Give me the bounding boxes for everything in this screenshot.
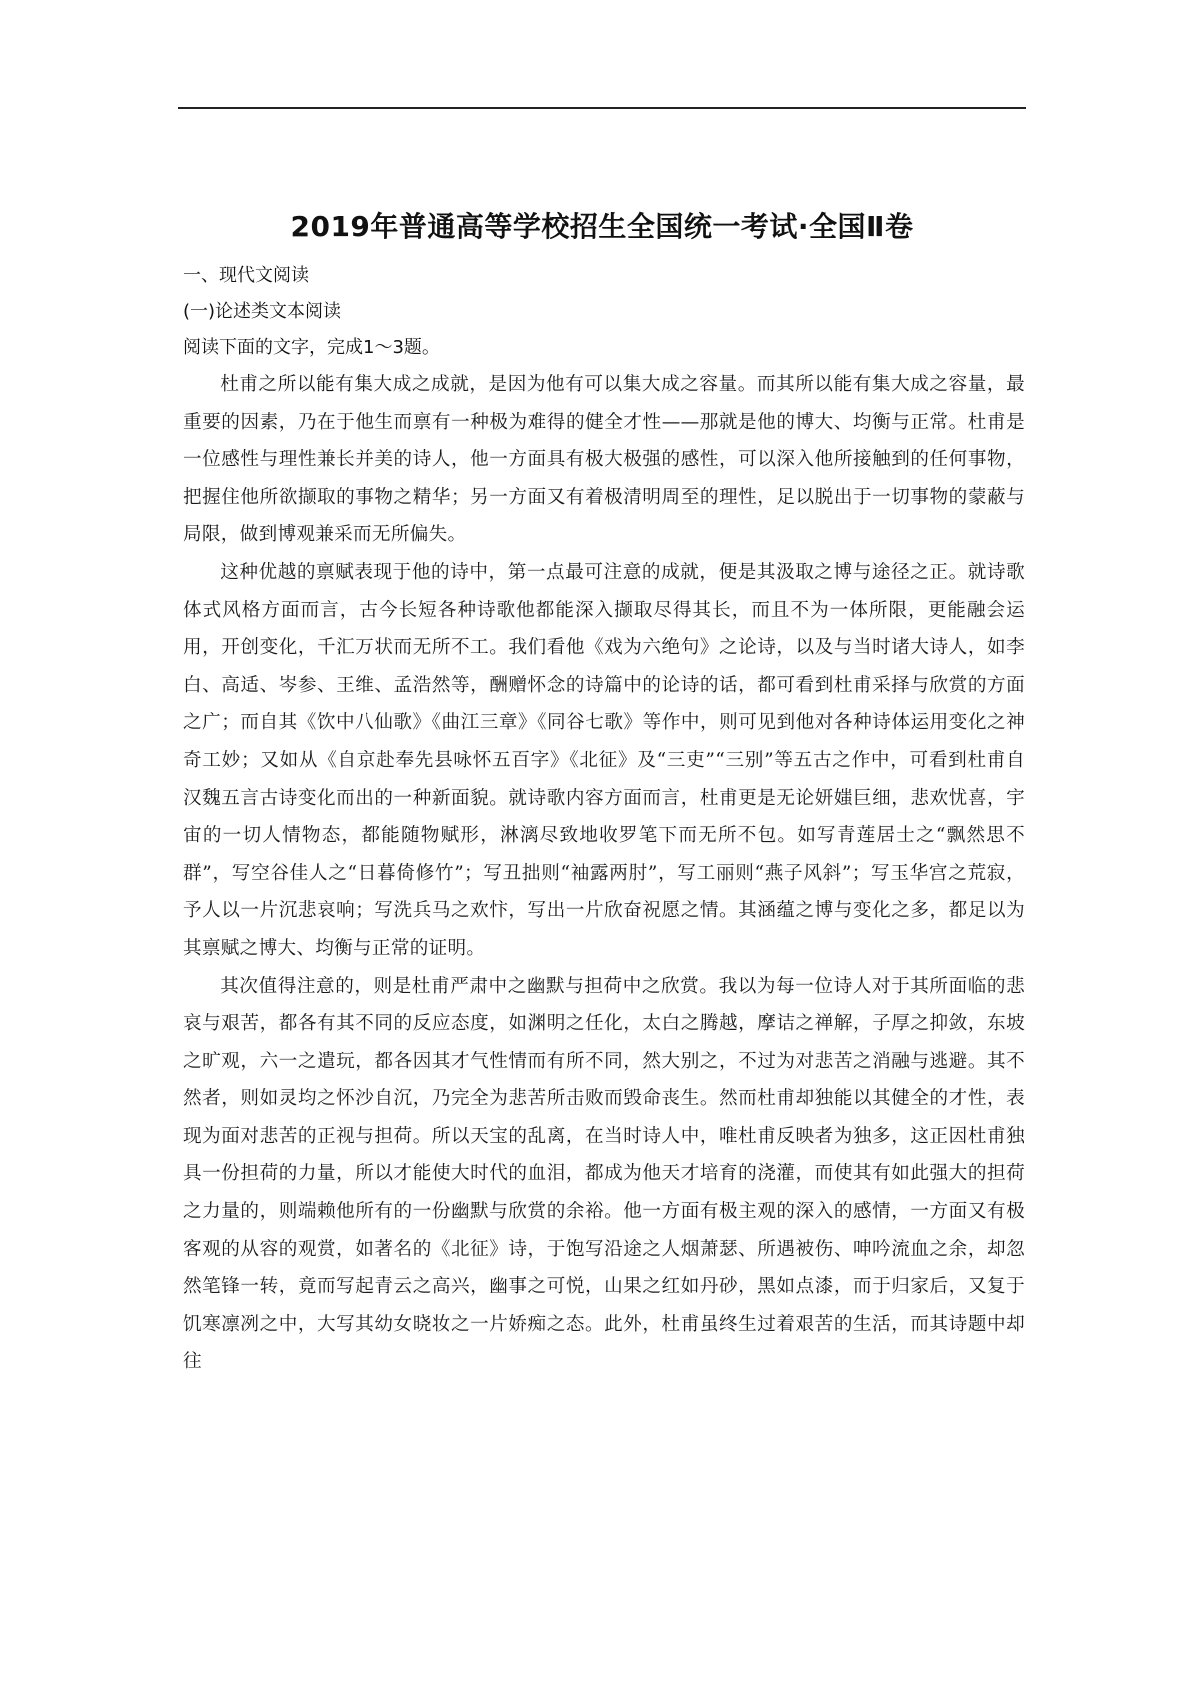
paragraph-2: 这种优越的禀赋表现于他的诗中，第一点最可注意的成就，便是其汲取之博与途径之正。就诗歌体式风格方面而言，古今长短各种诗歌他都能深入撷取尽得其长，而且不为一体所限，更能融会运用，开创变化，千汇万状而无所不工。我们看他《戏为六绝句》之论诗，以及与当时诸大诗人，如李白、高适、岑参、王维、孟浩然等，酬赠怀念的诗篇中的论诗的话，都可看到杜甫采择与欣赏的方面之广；而自其《饮中八仙歌》《曲江三章》《同谷七歌》等作中，则可见到他对各种诗体运用变化之神奇工妙；又如从《自京赴奉先县咏怀五百字》《北征》及“三吏”“三别”等五古之作中，可看到杜甫自汉魏五言古诗变化而出的一种新面貌。就诗歌内容方面而言，杜甫更是无论妍媸巨细，悲欢忧喜，宇宙的一切人情物态，都能随物赋形，淋漓尽致地收罗笔下而无所不包。如写青莲居士之“飘然思不群”，写空谷佳人之“日暮倚修竹”；写丑拙则“袖露两肘”，写工丽则“燕子风斜”；写玉华宫之荒寂，予人以一片沉悲哀响；写洗兵马之欢忭，写出一片欣奋祝愿之情。其涵蕴之博与变化之多，都足以为其禀赋之博大、均衡与正常的证明。 (183, 561, 1025, 959)
paragraph-3: 其次值得注意的，则是杜甫严肃中之幽默与担荷中之欣赏。我以为每一位诗人对于其所面临的悲哀与艰苦，都各有其不同的反应态度，如渊明之任化，太白之腾越，摩诘之禅解，子厚之抑敛，东坡之旷观，六一之遣玩，都各因其才气性情而有所不同，然大别之，不过为对悲苦之消融与逃避。其不然者，则如灵均之怀沙自沉，乃完全为悲苦所击败而毁命丧生。然而杜甫却独能以其健全的才性，表现为面对悲苦的正视与担荷。所以天宝的乱离，在当时诗人中，唯杜甫反映者为独多，这正因杜甫独具一份担荷的力量，所以才能使大时代的血泪，都成为他天才培育的浇灌，而使其有如此强大的担荷之力量的，则端赖他所有的一份幽默与欣赏的余裕。他一方面有极主观的深入的感情，一方面又有极客观的从容的观赏，如著名的《北征》诗，于饱写沿途之人烟萧瑟、所遇被伤、呻吟流血之余，却忽然笔锋一转，竟而写起青云之高兴，幽事之可悦，山果之红如丹砂，黑如点漆，而于归家后，又复于饥寒凛冽之中，大写其幼女晓妆之一片娇痴之态。此外，杜甫虽终生过着艰苦的生活，而其诗题中却往 (183, 975, 1025, 1373)
paragraph-1: 杜甫之所以能有集大成之成就，是因为他有可以集大成之容量。而其所以能有集大成之容量，最重要的因素，乃在于他生而禀有一种极为难得的健全才性——那就是他的博大、均衡与正常。杜甫是一位感性与理性兼长并美的诗人，他一方面具有极大极强的感性，可以深入他所接触到的任何事物，把握住他所欲撷取的事物之精华；另一方面又有着极清明周至的理性，足以脱出于一切事物的蒙蔽与局限，做到博观兼采而无所偏失。 (183, 374, 1025, 546)
section-heading: 一、现代文阅读 (183, 265, 309, 286)
subsection-heading: (一)论述类文本阅读 (183, 301, 342, 322)
document-title: 2019年普通高等学校招生全国统一考试·全国Ⅱ卷 (290, 209, 914, 243)
top-rule (178, 107, 1026, 109)
document-body (183, 258, 1025, 1381)
reading-instruction: 阅读下面的文字，完成1～3题。 (183, 337, 440, 358)
